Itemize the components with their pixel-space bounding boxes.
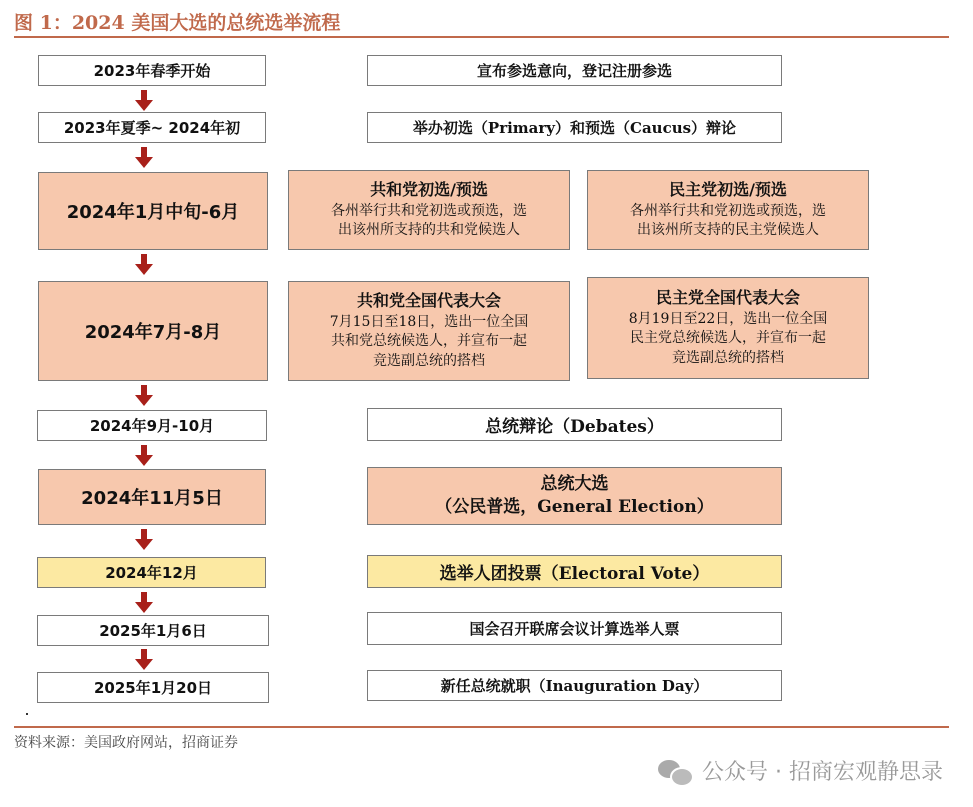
down-arrow-icon xyxy=(137,90,151,112)
stage-3-date: 2024年1月中旬-6月 xyxy=(66,202,240,223)
democratic-convention-line: 8月19日至22日，选出一位全国 xyxy=(628,310,828,327)
democratic-primary-line: 各州举行共和党初选或预选，选 xyxy=(630,202,826,219)
democratic-primary-heading: 民主党初选/预选 xyxy=(669,180,787,200)
stage-8-desc: 国会召开联席会议计算选举人票 xyxy=(469,620,680,638)
stage-2-desc-box xyxy=(367,112,782,143)
down-arrow-icon xyxy=(137,529,151,551)
republican-primary-line: 出该州所支持的共和党候选人 xyxy=(338,222,520,239)
stage-4-date: 2024年7月-8月 xyxy=(84,322,222,343)
source-note: 资料来源：美国政府网站，招商证券 xyxy=(14,735,238,751)
wechat-icon xyxy=(658,758,692,784)
down-arrow-icon xyxy=(137,254,151,276)
stage-9-desc-box xyxy=(367,670,782,701)
down-arrow-icon xyxy=(137,445,151,467)
figure-title: 图 1：2024 美国大选的总统选举流程 xyxy=(14,12,341,34)
republican-convention-line: 7月15日至18日，选出一位全国 xyxy=(329,313,529,330)
democratic-convention-heading: 民主党全国代表大会 xyxy=(655,288,800,308)
footer-rule xyxy=(14,726,949,728)
stage-9-date-box xyxy=(37,672,269,703)
republican-primary-line: 各州举行共和党初选或预选，选 xyxy=(331,202,527,219)
stage-7-desc-box xyxy=(367,555,782,588)
republican-primary-heading: 共和党初选/预选 xyxy=(370,180,488,200)
down-arrow-icon xyxy=(137,385,151,407)
stage-8-date: 2025年1月6日 xyxy=(99,622,207,640)
stage-7-date-box xyxy=(37,557,266,588)
stage-1-desc: 宣布参选意向，登记注册参选 xyxy=(476,62,672,80)
democratic-primary-line: 出该州所支持的民主党候选人 xyxy=(637,222,819,239)
stage-8-date-box xyxy=(37,615,269,646)
stage-2-desc: 举办初选（Primary）和预选（Caucus）辩论 xyxy=(412,119,737,137)
stage-1-desc-box xyxy=(367,55,782,86)
stage-5-desc-box xyxy=(367,408,782,441)
stage-2-date: 2023年夏季~ 2024年初 xyxy=(63,119,241,137)
stage-5-date-box xyxy=(37,410,267,441)
stage-6-desc-line: 总统大选 xyxy=(540,474,609,495)
stage-8-desc-box xyxy=(367,612,782,645)
republican-convention-line: 共和党总统候选人，并宣布一起 xyxy=(331,333,527,350)
stage-9-desc: 新任总统就职（Inauguration Day） xyxy=(440,677,709,695)
stray-dot xyxy=(26,713,28,715)
stage-6-date: 2024年11月5日 xyxy=(81,488,223,509)
democratic-convention-line: 民主党总统候选人，并宣布一起 xyxy=(630,330,826,347)
stage-7-desc: 选举人团投票（Electoral Vote） xyxy=(439,564,710,584)
stage-6-desc-line: （公民普选，General Election） xyxy=(435,497,714,517)
stage-6-desc-box xyxy=(367,467,782,525)
down-arrow-icon xyxy=(137,649,151,671)
stage-5-desc: 总统辩论（Debates） xyxy=(485,417,664,437)
democratic-primary-box xyxy=(587,170,869,250)
stage-2-date-box xyxy=(38,112,266,143)
down-arrow-icon xyxy=(137,592,151,614)
democratic-convention-box xyxy=(587,277,869,379)
republican-convention-heading: 共和党全国代表大会 xyxy=(356,291,501,311)
stage-4-date-box xyxy=(38,281,268,381)
watermark xyxy=(658,755,943,786)
democratic-convention-line: 竞选副总统的搭档 xyxy=(672,349,784,366)
stage-1-date-box xyxy=(38,55,266,86)
stage-5-date: 2024年9月-10月 xyxy=(89,417,215,435)
down-arrow-icon xyxy=(137,147,151,169)
republican-convention-box xyxy=(288,281,570,381)
stage-6-date-box xyxy=(38,469,266,525)
republican-convention-line: 竞选副总统的搭档 xyxy=(373,352,485,369)
stage-7-date: 2024年12月 xyxy=(105,564,198,582)
stage-9-date: 2025年1月20日 xyxy=(93,679,213,697)
stage-3-date-box xyxy=(38,172,268,250)
watermark-text: 公众号 · 招商宏观静思录 xyxy=(702,760,943,785)
stage-1-date: 2023年春季开始 xyxy=(93,62,211,80)
title-rule xyxy=(14,36,949,38)
republican-primary-box xyxy=(288,170,570,250)
